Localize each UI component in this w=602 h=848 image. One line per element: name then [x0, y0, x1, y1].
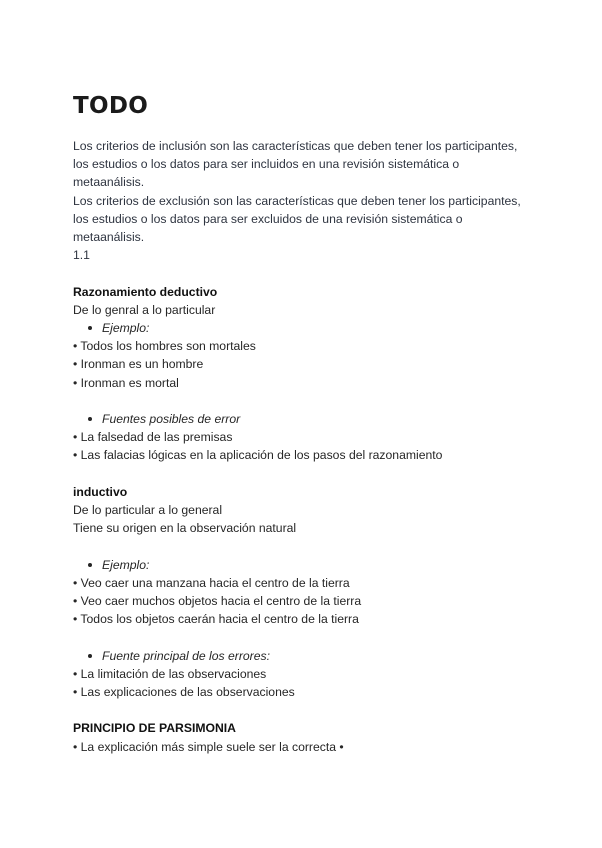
section-number: 1.1 — [73, 248, 90, 263]
list-item: • Las falacias lógicas en la aplicación de los pasos del razonamiento — [73, 448, 443, 463]
intro-line: Los criterios de exclusión son las características que deben tener los participantes, — [73, 193, 521, 208]
list-item: • La falsedad de las premisas — [73, 430, 233, 445]
parsimony-section — [73, 719, 543, 755]
intro-line: metaanálisis. — [73, 175, 145, 190]
list-item: • Las explicaciones de las observaciones — [73, 685, 295, 700]
intro-paragraph — [73, 137, 543, 264]
list-item: • Todos los hombres son mortales — [73, 339, 256, 354]
deductive-errors-label — [73, 410, 543, 428]
list-item: • Ironman es un hombre — [73, 357, 204, 372]
deductive-example-label — [73, 319, 543, 337]
inductive-description: De lo particular a lo general — [73, 503, 223, 518]
intro-line: los estudios o los datos para ser excluidos de una revisión sistemática o — [73, 211, 463, 226]
deductive-errors-text: Fuentes posibles de error — [102, 412, 241, 427]
intro-line: metaanálisis. — [73, 230, 145, 245]
inductive-errors-label — [73, 647, 543, 665]
bullet-dot-icon — [88, 654, 92, 658]
inductive-heading: inductivo — [73, 484, 128, 499]
list-item: • La limitación de las observaciones — [73, 666, 267, 681]
bullet-dot-icon — [88, 326, 92, 330]
document-page — [73, 92, 543, 756]
deductive-section — [73, 283, 543, 465]
inductive-example-label — [73, 556, 543, 574]
bullet-dot-icon — [88, 563, 92, 567]
intro-line: los estudios o los datos para ser incluidos en una revisión sistemática o — [73, 157, 460, 172]
parsimony-heading: PRINCIPIO DE PARSIMONIA — [73, 721, 236, 736]
inductive-errors-text: Fuente principal de los errores: — [102, 648, 271, 663]
page-title: TODO — [73, 93, 149, 119]
intro-line: Los criterios de inclusión son las características que deben tener los participantes, — [73, 139, 518, 153]
inductive-section — [73, 483, 543, 701]
inductive-example-text: Ejemplo: — [102, 557, 150, 572]
list-item: • Todos los objetos caerán hacia el centro de la tierra — [73, 612, 359, 627]
list-item: • Ironman es mortal — [73, 375, 179, 390]
list-item: • La explicación más simple suele ser la correcta • — [73, 739, 344, 754]
deductive-heading: Razonamiento deductivo — [73, 284, 218, 299]
inductive-description: Tiene su origen en la observación natural — [73, 521, 297, 536]
deductive-example-text: Ejemplo: — [102, 321, 150, 336]
bullet-dot-icon — [88, 417, 92, 421]
list-item: • Veo caer una manzana hacia el centro de la tierra — [73, 575, 350, 590]
deductive-description: De lo genral a lo particular — [73, 302, 216, 317]
list-item: • Veo caer muchos objetos hacia el centro de la tierra — [73, 594, 362, 609]
